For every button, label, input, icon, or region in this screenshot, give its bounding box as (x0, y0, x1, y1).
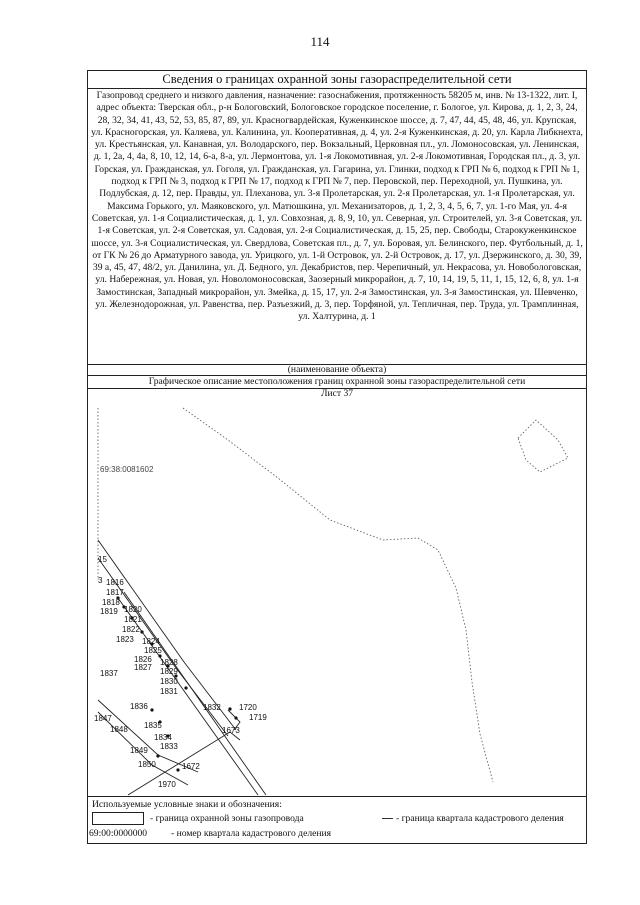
section-title: Сведения о границах охранной зоны газораспределительной сети (88, 71, 586, 89)
point-label: 1817 (106, 588, 124, 597)
quarter-boundary-top (183, 408, 418, 540)
legend-quarter-code: 69:00:0000000 (89, 828, 148, 839)
legend-zone-text: - граница охранной зоны газопровода (150, 813, 304, 824)
cadastral-map (88, 400, 586, 796)
document-frame (87, 70, 587, 844)
sheet-label: Лист 37 (320, 388, 354, 399)
point-label: 1823 (116, 635, 134, 644)
point-label: 1848 (110, 725, 128, 734)
zone-symbol-box (92, 812, 144, 825)
parcel-number-label: 69:38:0081602 (100, 465, 154, 474)
point-label: 1829 (160, 667, 178, 676)
quarter-boundary-right (418, 538, 493, 782)
point-label: 1836 (130, 702, 148, 711)
legend (88, 796, 586, 845)
point-label: 1837 (100, 669, 118, 678)
point-label: 1830 (160, 677, 178, 686)
point-label: 1828 (160, 658, 178, 667)
point-label: 1822 (122, 625, 140, 634)
page-number: 114 (310, 34, 330, 49)
legend-title: Используемые условные знаки и обозначения: (92, 799, 282, 810)
point-label: 1821 (124, 615, 142, 624)
point-label: 15 (98, 555, 107, 564)
quarter-boundary-upper-right (518, 420, 568, 472)
point-label: 1673 (222, 726, 240, 735)
point-label: 1824 (142, 637, 160, 646)
map-drawing (88, 400, 586, 796)
point-label: 1832 (203, 703, 221, 712)
point-label: 1849 (130, 746, 148, 755)
object-description: Газопровод среднего и низкого давления, назначение: газоснабжения, протяженность 58205 м, инв. № 13-1322, лит. I, адрес объекта: Тверская обл., р-н Бологовский, Бологовское городское поселение, г. Бологое, ул. Кирова, д. 1, 2, 3, 24, 28, 32, 34, 41, 43, 52, 53, 85, 87, 89, ул. Красногвардейская, Куженкинское шоссе, д. 7, 47, 44, 45, 48, 46, ул. Крупская, ул. Красногорская, ул. Каляева, ул. Калинина, ул. Кооперативная, д. 4, ул. 2-я Куженкинская, д. 20, ул. Карла Либкнехта, ул. Крестьянская, ул. Канавная, ул. Володарского, пер. Вокзальный, Церковная пл., ул. Ломоносовская, ул. Ленинская, д. 1, 2а, 4, 4а, 8, 10, 12, 14, 6-а, 8-а, ул. Лермонтова, ул. 1-я Локомотивная, ул. 2-я Локомотивная, Городская пл., д. 3, ул. Горская, ул. Гражданская, ул. Гоголя, ул. Гражданская, ул. Гагарина, ул. Глинки, подход к ГРП № 6, подход к ГРП № 1, подход к ГРП № 3, подход к ГРП № 17, подход к ГРП № 7, пер. Перовской, пер. Переходной, ул. Пушкина, ул. Подлубская, д. 12, пер. Правды, ул. Плеханова, ул. 3-я Пролетарская, ул. 2-я Пролетарская, ул. 1-я Пролетарская, ул. Максима Горького, ул. Маяковского, ул. Матюшкина, ул. Механизаторов, д. 1, 2, 3, 4, 5, 6, 7, ул. 1-го Мая, ул. 4-я Советская, ул. 1-я Социалистическая, д. 1, ул. Совхозная, д. 8, 9, 10, ул. Северная, ул. Строителей, ул. 3-я Советская, ул. 1-я Советская, ул. 2-я Советская, ул. Садовая, ул. 2-я Социалистическая, д. 15, 25, пер. Свободы, Старокуженкинское шоссе, ул. 3-я Социалистическая, ул. Свердлова, Советская пл., д. 7, ул. Боровая, ул. Белинского, пер. Футбольный, д. 1, от ГК № 26 до Арматурного завода, ул. Урицкого, ул. 1-й Островок, ул. 2-й Островок, д. 17, ул. Дзержинского, д. 30, 39, 39 а, 45, 47, 48/2, ул. Данилина, ул. Д. Бедного, ул. Декабристов, пер. Черепичный, ул. Некрасова, ул. Новобологовская, ул. Набережная, ул. Новая, ул. Новоломоносовская, Заозерный микрорайон, д. 7, 10, 14, 19, 5, 11, 1, 15, 12, 6, 8, ул. 1-я Замостинская, Западный микрорайон, ул. Змейка, д. 15, 17, ул. 2-я Замостинская, ул. 3-я Замостинская, ул. Шевченко, ул. Железнодорожная, ул. Равенства, пер. Разъезжий, д. 3, пер. Торфяной, ул. Тепличная, пер. Труда, ул. Трамплинная, ул. Халтурина, д. 1 (88, 89, 586, 365)
point-label: 1827 (134, 663, 152, 672)
point-label: 1850 (138, 760, 156, 769)
object-caption: (наименование объекта) (88, 365, 586, 376)
legend-quarter-code-text: - номер квартала кадастрового деления (171, 828, 332, 839)
point-label: 1719 (249, 713, 267, 722)
graphic-title: Графическое описание местоположения границ охранной зоны газораспределительной сети (88, 376, 586, 389)
point-label: 1826 (134, 655, 152, 664)
point-label: 1720 (239, 703, 257, 712)
point-label: 1819 (100, 607, 118, 616)
point-label: 1825 (144, 646, 162, 655)
point-label: 1818 (102, 598, 120, 607)
point-label: 1820 (124, 605, 142, 614)
point-label: 1834 (154, 733, 172, 742)
quarter-boundary-symbol (382, 818, 393, 819)
point-label: 1835 (144, 721, 162, 730)
legend-quarter-text: - граница квартала кадастрового деления (396, 813, 564, 824)
point-label: 1831 (160, 687, 178, 696)
point-label: 1970 (158, 780, 176, 789)
point-label: 1847 (94, 714, 112, 723)
point-label: 3 (98, 576, 103, 585)
point-label: 1672 (182, 762, 200, 771)
point-label: 1833 (160, 742, 178, 751)
point-label: 1816 (106, 578, 124, 587)
